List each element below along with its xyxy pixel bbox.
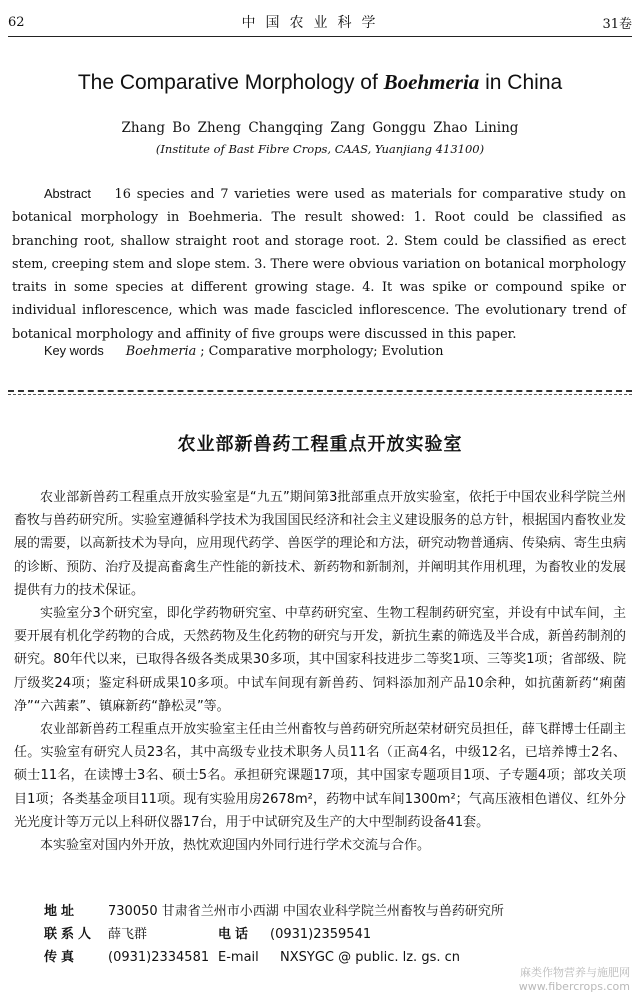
author-affiliation: (Institute of Bast Fibre Crops, CAAS, Yuanjiang 413100): [155, 142, 485, 156]
abstract-label: Abstract: [44, 186, 91, 201]
address-value: 730050 甘肃省兰州市小西湖 中国农业科学院兰州畜牧与兽药研究所: [108, 904, 504, 919]
fax-value: (0931)2334581: [108, 950, 210, 965]
journal-name: 中国农业科学: [241, 15, 386, 31]
keywords-label: Key words: [44, 343, 104, 358]
keywords: [44, 343, 626, 359]
notice-paragraph: 农业部新兽药工程重点开放实验室主任由兰州畜牧与兽药研究所赵荣材研究员担任，薛飞群博士任副主任。实验室有研究人员23名，其中高级专业技术职务人员11名（正高4名，中级12名，已培养博士2名、硕士11名，在读博士3名、硕士5名。承担研究课题17项，其中国家专题项目1项、子专题4项；部攻关项目1项；各类基金项目11项。现有实验用房2678m²，药物中试车间1300m²；气高压液相色谱仪、红外分光光度计等万元以上科研仪器17台，用于中试研究及生产的大中型制药设备41套。: [14, 722, 626, 830]
notice-paragraph: 农业部新兽药工程重点开放实验室是“九五”期间第3批部重点开放实验室，依托于中国农业科学院兰州畜牧与兽药研究所。实验室遵循科学技术为我国国民经济和社会主义建设服务的总方针，根据国内畜牧业发展的需要，以高新技术为导向，应用现代药学、兽医学的理论和方法，研究动物普通病、传染病、寄生虫病的诊断、预防、治疗及提高畜禽生产性能的新技术、新药物和新制剂，并阐明其作用机理，为畜牧业的发展提供有力的技术保证。: [14, 490, 626, 598]
section-divider-secondary: [8, 394, 632, 395]
email-value: NXSYGC @ public. lz. gs. cn: [280, 950, 460, 965]
notice-paragraph: 实验室分3个研究室，即化学药物研究室、中草药研究室、生物工程制药研究室，并设有中试车间，主要开展有机化学药物的合成，天然药物及生化药物的研究与开发，新抗生素的筛选及半合成，新兽药制剂的研究。80年代以来，已取得各级各类成果30多项，其中国家科技进步二等奖1项、三等奖1项；省部级、院厅级奖24项；鉴定科研成果10多项。中试车间现有新兽药、饲料添加剂产品10余种，如抗菌新药“痢菌净”“六茜素”、镇麻新药“静松灵”等。: [14, 606, 626, 714]
author-list: Zhang Bo Zheng Changqing Zang Gonggu Zhao Lining: [121, 120, 519, 136]
notice-paragraph: 本实验室对国内外开放，热忱欢迎国内外同行进行学术交流与合作。: [40, 838, 431, 854]
abstract-text: 16 species and 7 varieties were used as materials for comparative study on botanical morphology in Boehmeria. The result showed: 1. Root could be classified as branching root, shallow straight root and storage root. 2. Stem could be classified as erect stem, creeping stem and slope stem. 3. There were obvious variation on botanical morphology traits in some species at different growing stage. 4. It was spike or compound spike or individual inflorescence, which was made fascicled inflorescence. The evolutionary trend of botanical morphology and affinity of five groups were discussed in this paper.: [12, 187, 626, 342]
phone-value: (0931)2359541: [270, 927, 372, 942]
running-header: [8, 8, 632, 37]
notice-body: [14, 486, 626, 857]
page-number: 62: [8, 14, 25, 30]
contact-person-value: 薛飞群: [108, 927, 148, 942]
email-label: E-mail: [218, 950, 259, 965]
phone-label: 电话: [218, 927, 253, 942]
keywords-genus: Boehmeria: [125, 344, 197, 359]
fax-label: 传真: [44, 950, 79, 965]
contact-person-label: 联系人: [44, 927, 96, 942]
section-divider: [8, 390, 632, 392]
volume-number: 31卷: [602, 16, 632, 32]
article-title: [0, 70, 640, 95]
watermark-line1: 麻类作物营养与施肥网: [520, 966, 630, 979]
site-watermark: [519, 966, 630, 994]
title-genus: Boehmeria: [383, 70, 480, 94]
title-suffix: in China: [479, 71, 563, 94]
contact-row: [44, 923, 626, 946]
abstract: [12, 182, 626, 346]
title-prefix: The Comparative Morphology of: [77, 71, 384, 94]
address-row: [44, 900, 626, 923]
watermark-line2: www.fibercrops.com: [518, 980, 630, 993]
keywords-rest: ; Comparative morphology; Evolution: [196, 344, 444, 359]
notice-title: 农业部新兽药工程重点开放实验室: [177, 434, 463, 455]
address-label: 地址: [44, 904, 79, 919]
contact-info: [44, 900, 626, 969]
